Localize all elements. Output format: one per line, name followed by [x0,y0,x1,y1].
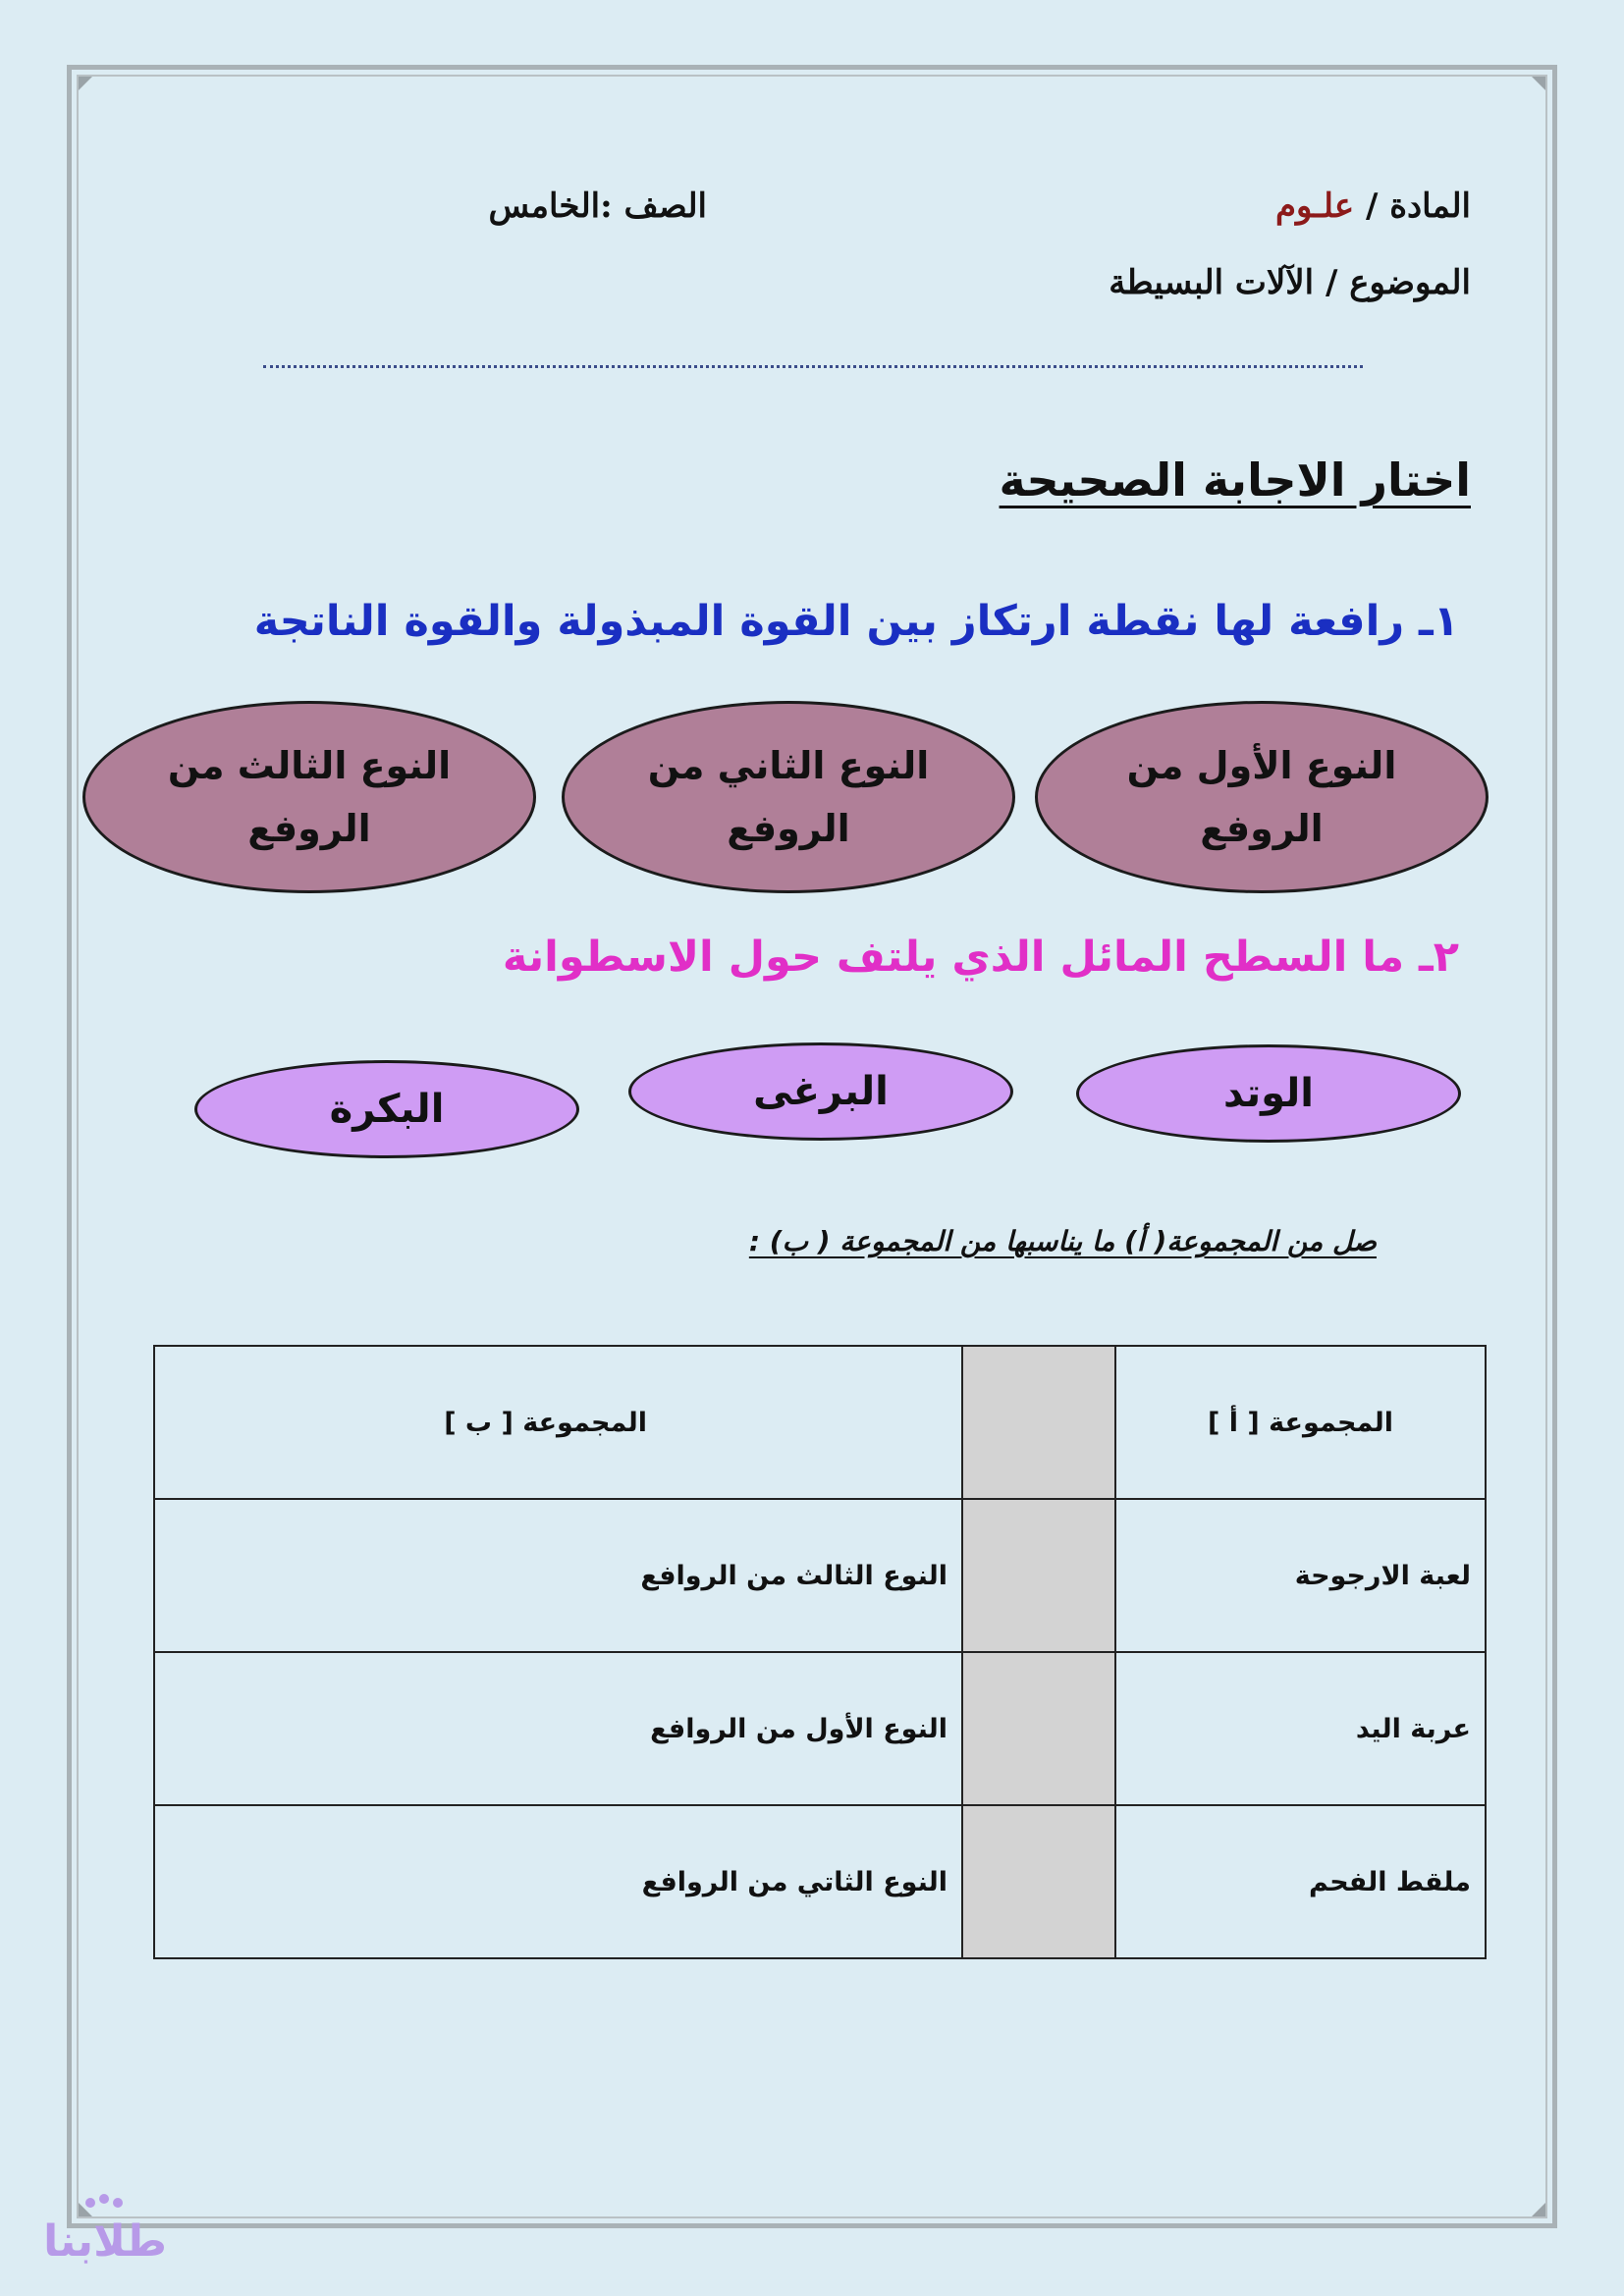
q1-option-1-line1: النوع الأول من [1126,744,1397,787]
group-b-item: النوع الأول من الروافع [154,1652,962,1805]
subject-value: علـوم [1275,187,1355,226]
q1-option-3-line2: الروفع [247,807,371,850]
dotted-separator [263,365,1363,368]
logo-dot-icon [113,2198,123,2208]
table-row [154,1499,1486,1652]
q1-option-1[interactable] [1035,701,1489,893]
group-a-item: ملقط الفحم [1115,1805,1486,1958]
matching-instruction: صل من المجموعة( أ) ما يناسبها من المجموعة ( ب) : [748,1225,1377,1257]
matching-gap-column [962,1346,1115,1499]
question-1-text: ١ـ رافعة لها نقطة ارتكاز بين القوة المبذولة والقوة الناتجة [253,597,1459,646]
topic-line [1109,263,1471,302]
q1-option-3-line1: النوع الثالث من [167,744,452,787]
group-a-item: لعبة الارجوحة [1115,1499,1486,1652]
matching-header-row [154,1346,1486,1499]
matching-gap-cell [962,1805,1115,1958]
matching-table [153,1345,1487,1959]
q1-option-2-line1: النوع الثاني من [647,744,930,787]
question-2-text: ٢ـ ما السطح المائل الذي يلتف حول الاسطوانة [502,933,1459,982]
subject-line [1275,187,1471,226]
logo-dot-icon [85,2198,95,2208]
q1-option-1-line2: الروفع [1200,807,1324,850]
matching-gap-cell [962,1499,1115,1652]
frame-corner-top-left [79,77,92,90]
matching-gap-cell [962,1652,1115,1805]
q2-option-2[interactable]: البرغى [628,1042,1013,1141]
q2-option-3[interactable]: البكرة [194,1060,579,1158]
group-b-item: النوع الثاتي من الروافع [154,1805,962,1958]
logo-dot-icon [99,2194,109,2204]
table-row [154,1652,1486,1805]
grade-label: الصف :الخامس [488,187,707,226]
group-a-item: عربة اليد [1115,1652,1486,1805]
topic-label: الموضوع / [1325,263,1471,302]
q1-option-2-line2: الروفع [727,807,850,850]
frame-corner-top-right [1532,77,1545,90]
group-b-item: النوع الثالث من الروافع [154,1499,962,1652]
topic-value: الآلات البسيطة [1109,263,1315,302]
site-logo [43,2191,167,2269]
section-instruction: اختار الاجابة الصحيحة [999,454,1471,507]
q1-option-2[interactable] [562,701,1015,893]
frame-corner-bottom-right [1532,2203,1545,2216]
q1-option-3[interactable] [82,701,536,893]
table-row [154,1805,1486,1958]
q2-option-1[interactable]: الوتد [1076,1044,1461,1143]
logo-text: طلابنا [43,2216,167,2267]
group-b-header: المجموعة [ ب ] [154,1346,962,1499]
group-a-header: المجموعة [ أ ] [1115,1346,1486,1499]
subject-label: المادة / [1365,187,1471,226]
